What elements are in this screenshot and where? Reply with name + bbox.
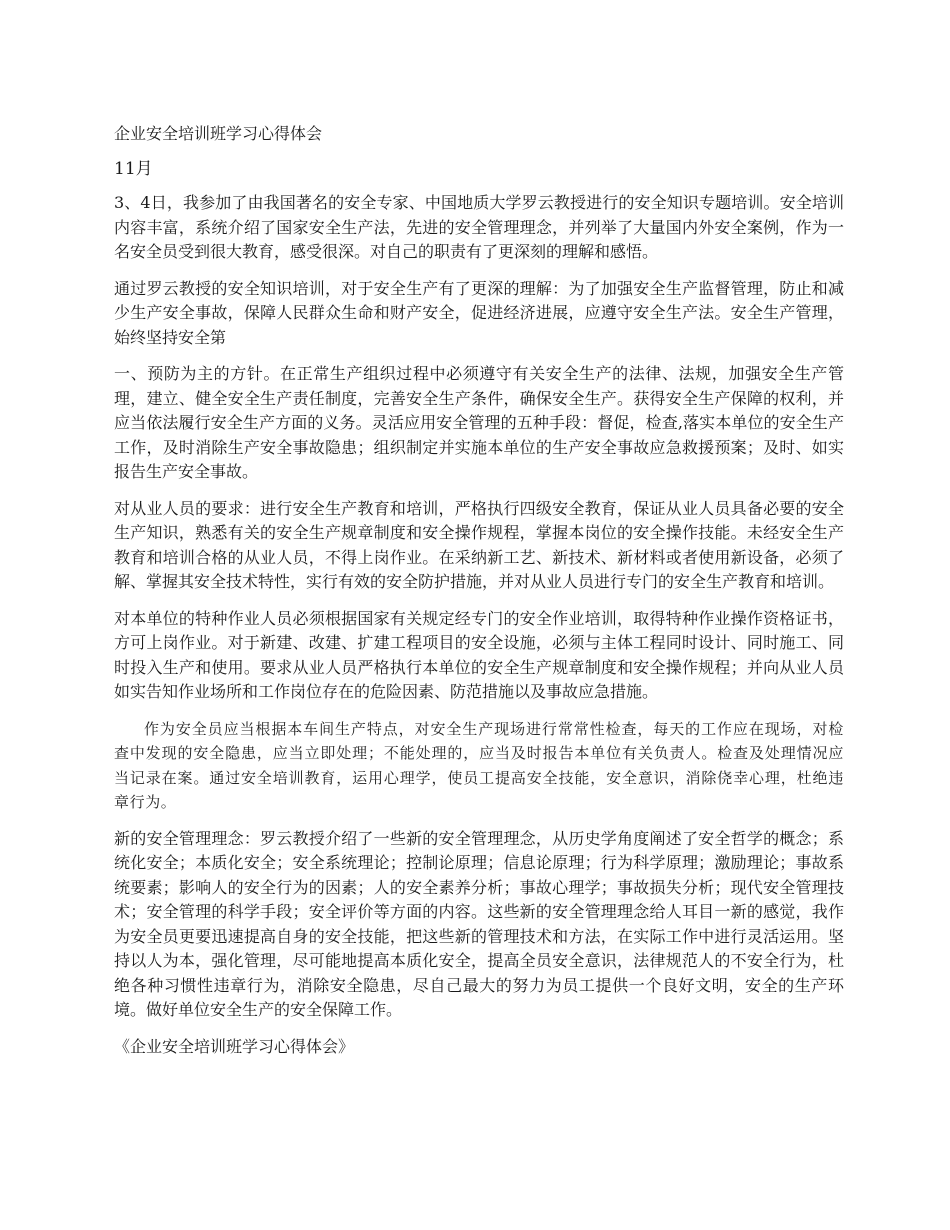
- document-title: 企业安全培训班学习心得体会: [114, 124, 323, 143]
- paragraph-prevention-policy: 一、预防为主的方针。在正常生产组织过程中必须遵守有关安全生产的法律、法规，加强安全生产管理，建立、健全安全生产责任制度，完善安全生产条件，确保安全生产。获得安全生产保障的权利，并应当依法履行安全生产方面的义务。灵活应用安全管理的五种手段：督促，检查,落实本单位的安全生产工作，及时消除生产安全事故隐患；组织制定并实施本单位的生产安全事故应急救援预案；及时、如实报告生产安全事故。: [114, 364, 844, 481]
- paragraph-safety-officer-duties: 作为安全员应当根据本车间生产特点，对安全生产现场进行常常性检查，每天的工作应在现场，对检查中发现的安全隐患，应当立即处理；不能处理的，应当及时报告本单位有关负责人。检查及处理情况应当记录在案。通过安全培训教育，运用心理学，使员工提高安全技能，安全意识，消除侥幸心理，杜绝违章行为。: [114, 719, 844, 811]
- document-date: 11月: [114, 158, 153, 179]
- paragraph-special-operations: 对本单位的特种作业人员必须根据国家有关规定经专门的安全作业培训，取得特种作业操作资格证书，方可上岗作业。对于新建、改建、扩建工程项目的安全设施，必须与主体工程同时设计、同时施工、同时投入生产和使用。要求从业人员严格执行本单位的安全生产规章制度和安全操作规程；并向从业人员如实告知作业场所和工作岗位存在的危险因素、防范措施以及事故应急措施。: [114, 608, 844, 701]
- document-body: [114, 122, 844, 1071]
- document-footer-title: 《企业安全培训班学习心得体会》: [114, 1036, 355, 1056]
- paragraph-new-management-concepts: 新的安全管理理念：罗云教授介绍了一些新的安全管理理念，从历史学角度阐述了安全哲学的概念；系统化安全；本质化安全；安全系统理论；控制论原理；信息论原理；行为科学原理；激励理论；事故系统要素；影响人的安全行为的因素；人的安全素养分析；事故心理学；事故损失分析；现代安全管理技术；安全管理的科学手段；安全评价等方面的内容。这些新的安全管理理念给人耳目一新的感觉，我作为安全员更要迅速提高自身的安全技能，把这些新的管理技术和方法，在实际工作中进行灵活运用。坚持以人为本，强化管理，尽可能地提高本质化安全，提高全员安全意识，法律规范人的不安全行为，杜绝各种习惯性违章行为，消除安全隐患，尽自己最大的努力为员工提供一个良好文明，安全的生产环境。做好单位安全生产的安全保障工作。: [114, 828, 844, 1019]
- paragraph-training-intro: 3、4日，我参加了由我国著名的安全专家、中国地质大学罗云教授进行的安全知识专题培训。安全培训内容丰富，系统介绍了国家安全生产法，先进的安全管理理念，并列举了大量国内外安全案例，作为一名安全员受到很大教育，感受很深。对自己的职责有了更深刻的理解和感悟。: [114, 193, 844, 261]
- paragraph-safety-understanding: 通过罗云教授的安全知识培训，对于安全生产有了更深的理解：为了加强安全生产监督管理，防止和减少生产安全事故，保障人民群众生命和财产安全，促进经济进展，应遵守安全生产法。安全生产管理，始终坚持安全第: [114, 278, 844, 347]
- paragraph-employee-requirements: 对从业人员的要求：进行安全生产教育和培训，严格执行四级安全教育，保证从业人员具备必要的安全生产知识，熟悉有关的安全生产规章制度和安全操作规程，掌握本岗位的安全操作技能。未经安全生产教育和培训合格的从业人员，不得上岗作业。在采纳新工艺、新技术、新材料或者使用新设备，必须了解、掌握其安全技术特性，实行有效的安全防护措施，并对从业人员进行专门的安全生产教育和培训。: [114, 498, 844, 591]
